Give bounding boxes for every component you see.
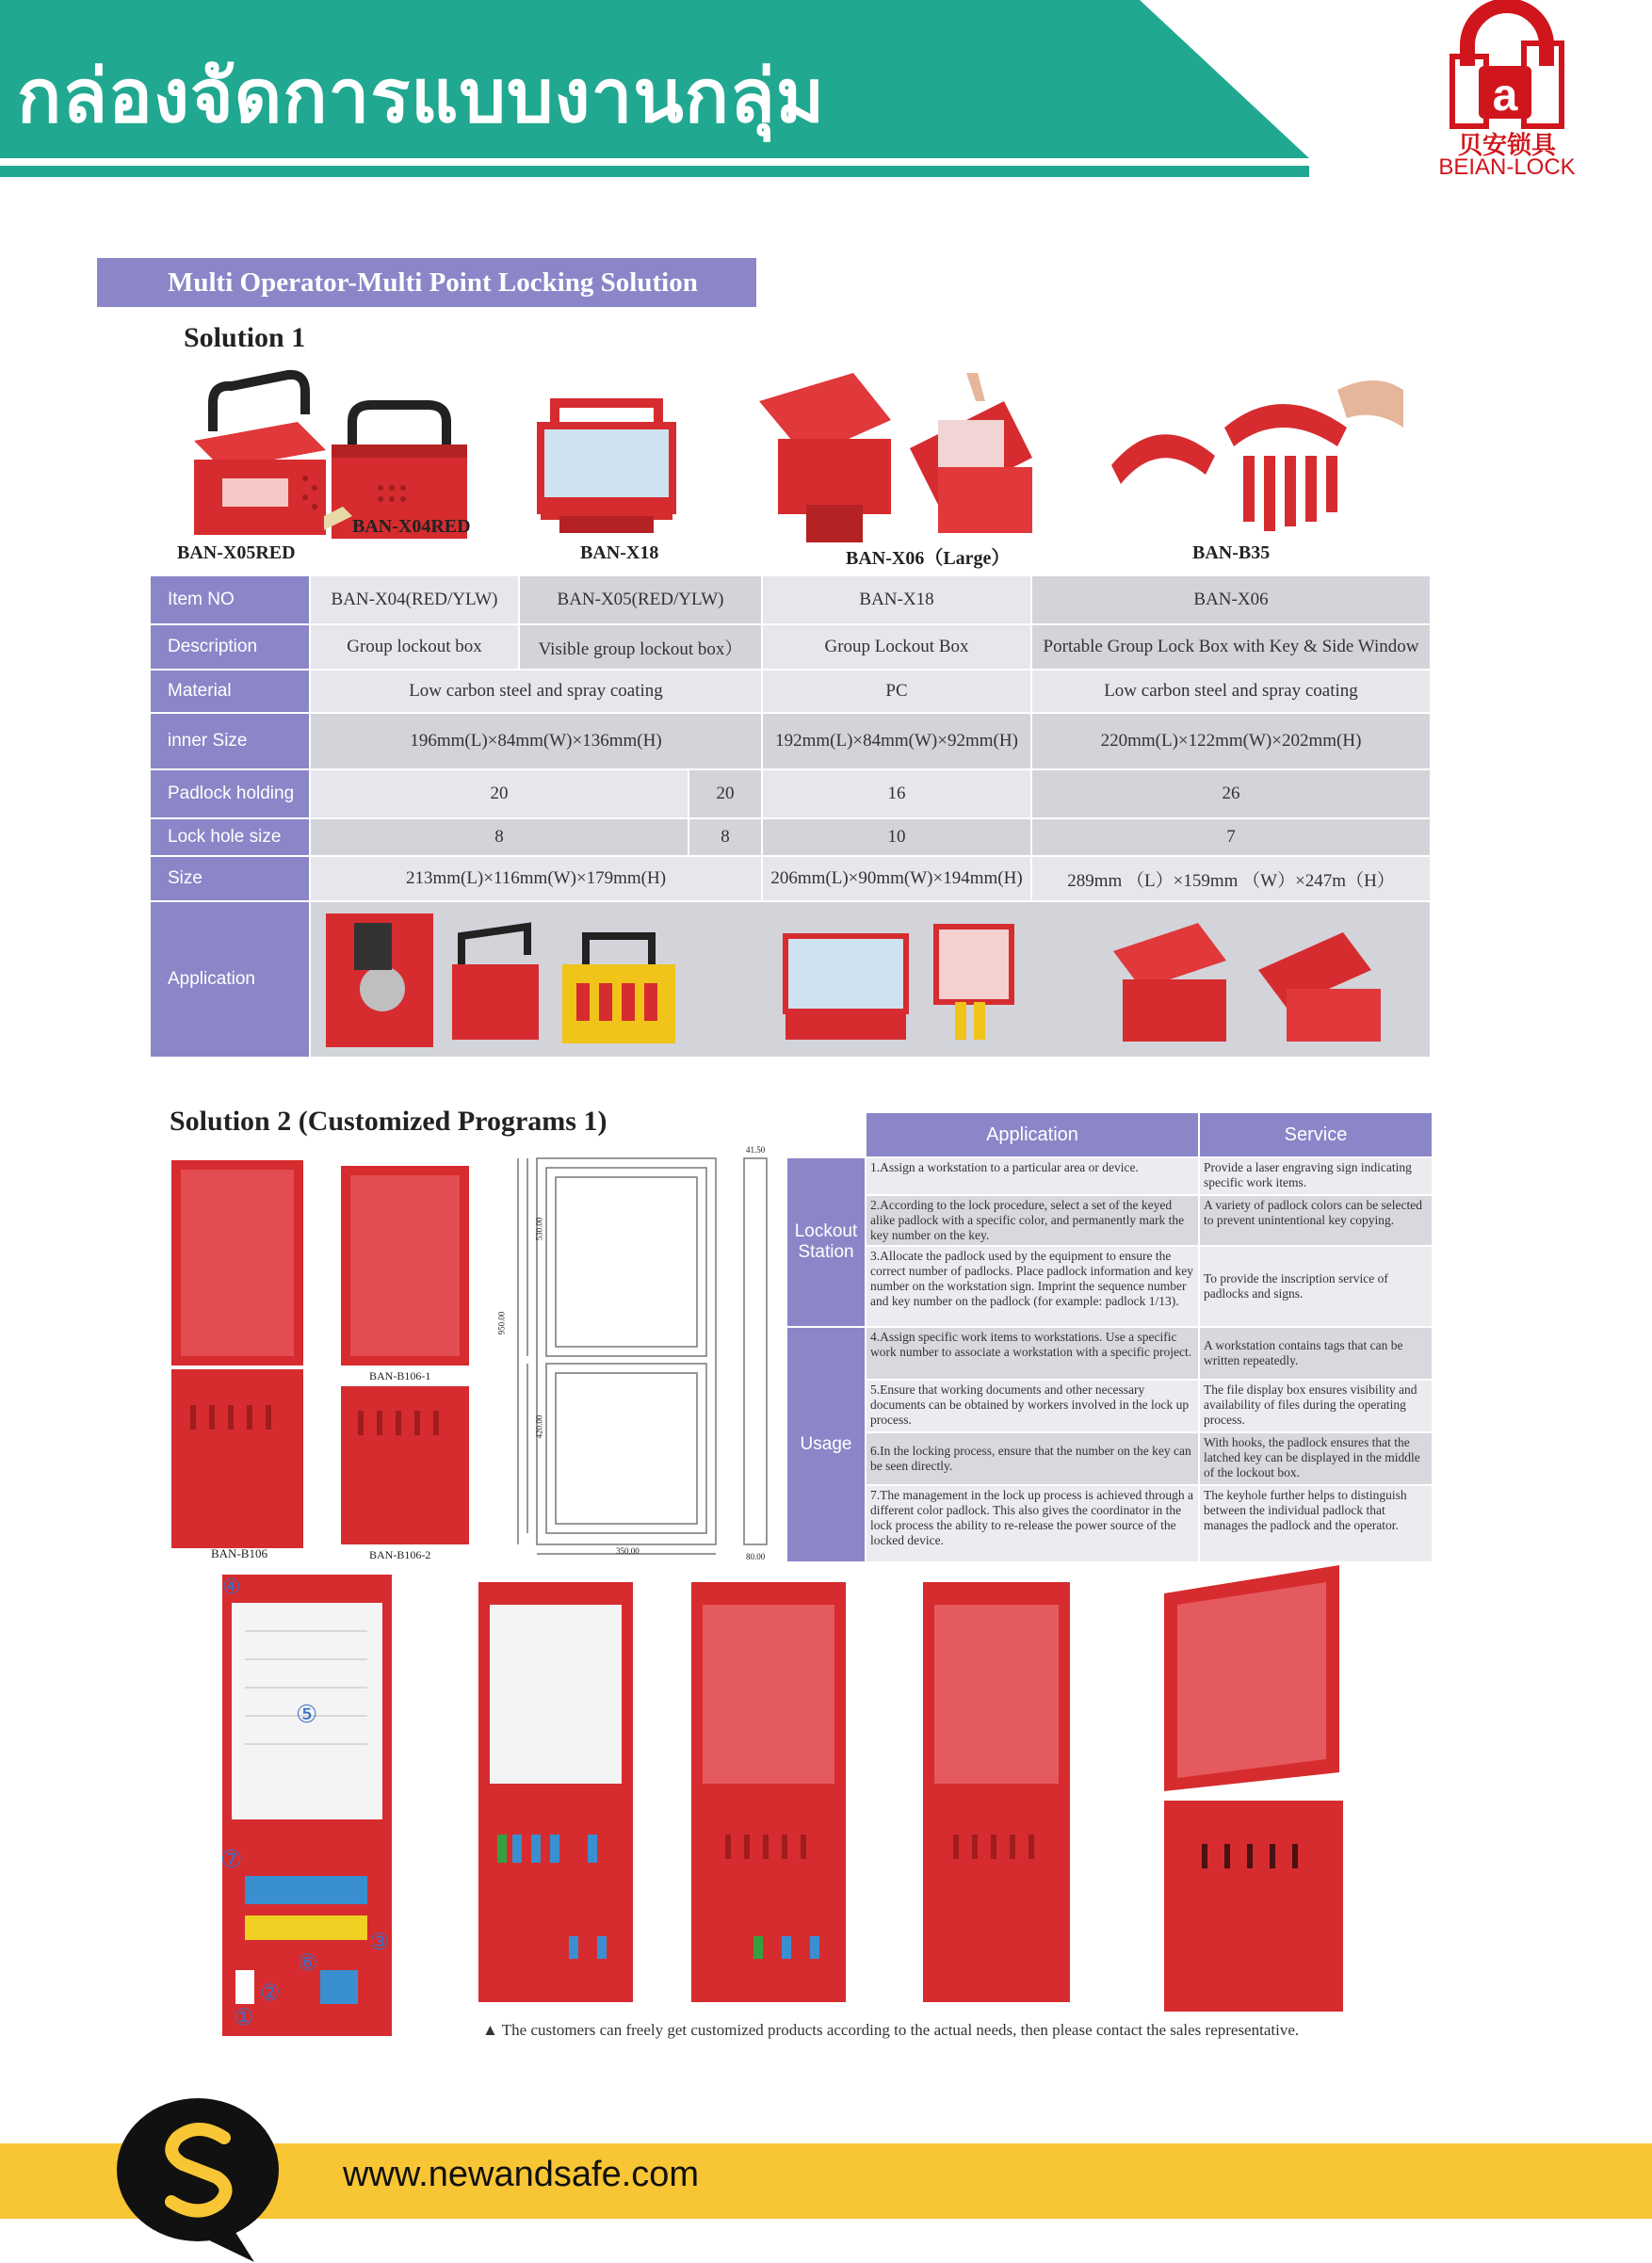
spec-table <box>151 576 1430 1057</box>
application-photo <box>1104 913 1245 1047</box>
spec-cell: 16 <box>763 770 1030 817</box>
callout-marker: ① <box>234 2006 254 2030</box>
spec-cell: BAN-X06 <box>1032 576 1430 623</box>
application-photo <box>927 917 1021 1047</box>
spec-cell: BAN-X04(RED/YLW) <box>311 576 518 623</box>
service-cell: To provide the inscription service of padlocks and signs. <box>1200 1247 1432 1326</box>
spec-cell: 192mm(L)×84mm(W)×92mm(H) <box>763 714 1030 768</box>
product-label: BAN-X04RED <box>352 516 471 537</box>
website-url[interactable]: www.newandsafe.com <box>343 2155 700 2194</box>
application-cell: 2.According to the lock procedure, select a set of the keyed alike padlock with a specific color, and permanently mark the key number on the key. <box>866 1196 1198 1245</box>
callout-marker: ④ <box>222 1575 241 1598</box>
dimension-label: 420.00 <box>534 1414 544 1439</box>
application-cell: 5.Ensure that working documents and other necessary documents can be obtained by workers involved in the lock up process. <box>866 1381 1198 1431</box>
spec-cell: 20 <box>311 770 688 817</box>
product-label: BAN-X18 <box>580 542 659 563</box>
service-cell: A workstation contains tags that can be written repeatedly. <box>1200 1328 1432 1379</box>
service-cell: The keyhole further helps to distinguish between the individual padlock that manages the padlock and the operator. <box>1200 1486 1432 1561</box>
spec-cell: PC <box>763 671 1030 712</box>
spec-cell: Group Lockout Box <box>763 625 1030 669</box>
logo-en-text: BEIAN-LOCK <box>1438 154 1576 180</box>
service-cell: The file display box ensures visibility and availability of files during the operating process. <box>1200 1381 1432 1431</box>
spec-cell: 196mm(L)×84mm(W)×136mm(H) <box>311 714 761 768</box>
spec-cell: 8 <box>311 819 688 855</box>
lockout-hasp-image <box>1102 371 1403 541</box>
product-label: BAN-B35 <box>1192 542 1271 563</box>
spec-cell: 213mm(L)×116mm(W)×179mm(H) <box>311 857 761 900</box>
red-lockout-box-image <box>185 365 335 539</box>
callout-marker: ⑥ <box>298 1951 318 1976</box>
customization-note: ▲ The customers can freely get customized products according to the actual needs, then please contact the sales representative. <box>482 2021 1300 2039</box>
callout-marker: ③ <box>369 1931 390 1955</box>
drawing-label: BAN-B106 <box>211 1546 267 1560</box>
spec-cell: BAN-X18 <box>763 576 1030 623</box>
drawing-label: BAN-B106-1 <box>369 1369 431 1382</box>
header-underline <box>0 166 1309 177</box>
tall-cabinet-image <box>475 1582 637 2004</box>
dimension-label: 80.00 <box>746 1552 766 1561</box>
dimension-label: 350.00 <box>616 1546 640 1556</box>
callout-marker: ② <box>260 1981 281 2006</box>
row-header: Application <box>151 902 309 1057</box>
clear-lockout-box-image <box>531 394 682 535</box>
application-cell: 6.In the locking process, ensure that the number on the key can be seen directly. <box>866 1433 1198 1484</box>
wall-cabinet-drawings <box>170 1160 480 1561</box>
tall-cabinet-image <box>919 1582 1074 2004</box>
spec-cell: 7 <box>1032 819 1430 855</box>
application-photo <box>443 917 548 1047</box>
spec-cell: Group lockout box <box>311 625 518 669</box>
logo-cn-text: 贝安锁具 <box>1457 132 1556 160</box>
service-cell: With hooks, the padlock ensures that the latched key can be displayed in the middle of the lockout box. <box>1200 1433 1432 1484</box>
row-header: inner Size <box>151 714 309 768</box>
spec-cell: 26 <box>1032 770 1430 817</box>
newandsafe-logo-icon <box>113 2096 286 2262</box>
dimension-label: 950.00 <box>496 1311 507 1335</box>
dimension-label: 41.50 <box>746 1145 766 1155</box>
svg-text:a: a <box>1492 71 1518 121</box>
tall-cabinet-image <box>1155 1565 1349 2015</box>
spec-cell: 20 <box>689 770 761 817</box>
product-label: BAN-X06（Large） <box>846 548 1011 569</box>
application-photo <box>558 917 680 1047</box>
column-header: Service <box>1200 1113 1432 1156</box>
spec-cell: BAN-X05(RED/YLW) <box>520 576 761 623</box>
tall-cabinet-image <box>688 1582 850 2004</box>
row-header: Material <box>151 671 309 712</box>
group-label: Usage <box>787 1328 865 1561</box>
solution1-heading: Solution 1 <box>184 322 306 353</box>
application-photo <box>1249 913 1390 1047</box>
spec-cell: Low carbon steel and spray coating <box>1032 671 1430 712</box>
product-label: BAN-X05RED <box>177 542 296 563</box>
spec-cell: Low carbon steel and spray coating <box>311 671 761 712</box>
solution2-heading: Solution 2 (Customized Programs 1) <box>170 1106 607 1137</box>
spec-cell: 8 <box>689 819 761 855</box>
row-header: Padlock holding <box>151 770 309 817</box>
large-lockout-box-image <box>750 364 1051 548</box>
drawing-label: BAN-B106-2 <box>369 1548 431 1561</box>
application-photo <box>776 917 915 1047</box>
page-title: กล่องจัดการแบบงานกลุ่ม <box>17 55 826 139</box>
callout-marker: ⑦ <box>220 1846 243 1873</box>
application-cell: 1.Assign a workstation to a particular area or device. <box>866 1158 1198 1194</box>
application-service-table <box>787 1113 1432 1561</box>
column-header: Application <box>866 1113 1198 1156</box>
row-header: Description <box>151 625 309 669</box>
spec-cell: 220mm(L)×122mm(W)×202mm(H) <box>1032 714 1430 768</box>
row-header: Lock hole size <box>151 819 309 855</box>
service-cell: A variety of padlock colors can be selected to prevent unintentional key copying. <box>1200 1196 1432 1245</box>
application-cell: 4.Assign specific work items to workstations. Use a specific work number to associate a workstation with a specific project. <box>866 1328 1198 1379</box>
spec-cell: 10 <box>763 819 1030 855</box>
service-cell: Provide a laser engraving sign indicating specific work items. <box>1200 1158 1432 1194</box>
spec-cell: Portable Group Lock Box with Key & Side Window <box>1032 625 1430 669</box>
application-photo <box>326 913 433 1047</box>
technical-drawing <box>490 1145 782 1560</box>
dimension-label: 530.00 <box>534 1217 544 1241</box>
spec-cell: 206mm(L)×90mm(W)×194mm(H) <box>763 857 1030 900</box>
row-header: Size <box>151 857 309 900</box>
application-cell: 7.The management in the lock up process is achieved through a different color padlock. This also gives the coordinator in the lock process the ability to re-release the power source of the locked device. <box>866 1486 1198 1561</box>
group-label: Lockout Station <box>787 1158 865 1326</box>
row-header: Item NO <box>151 576 309 623</box>
spec-cell: 289mm （L）×159mm （W）×247m（H） <box>1032 857 1430 900</box>
section-title: Multi Operator-Multi Point Locking Solution <box>97 258 756 307</box>
spec-cell: Visible group lockout box） <box>520 625 761 669</box>
application-cell: 3.Allocate the padlock used by the equipment to ensure the correct number of padlocks. Place padlock information and key number on the workstation sign. Imprint the sequence number and key number on the padlock (for example: padlock 1/13). <box>866 1247 1198 1326</box>
callout-marker: ⑤ <box>296 1701 318 1728</box>
